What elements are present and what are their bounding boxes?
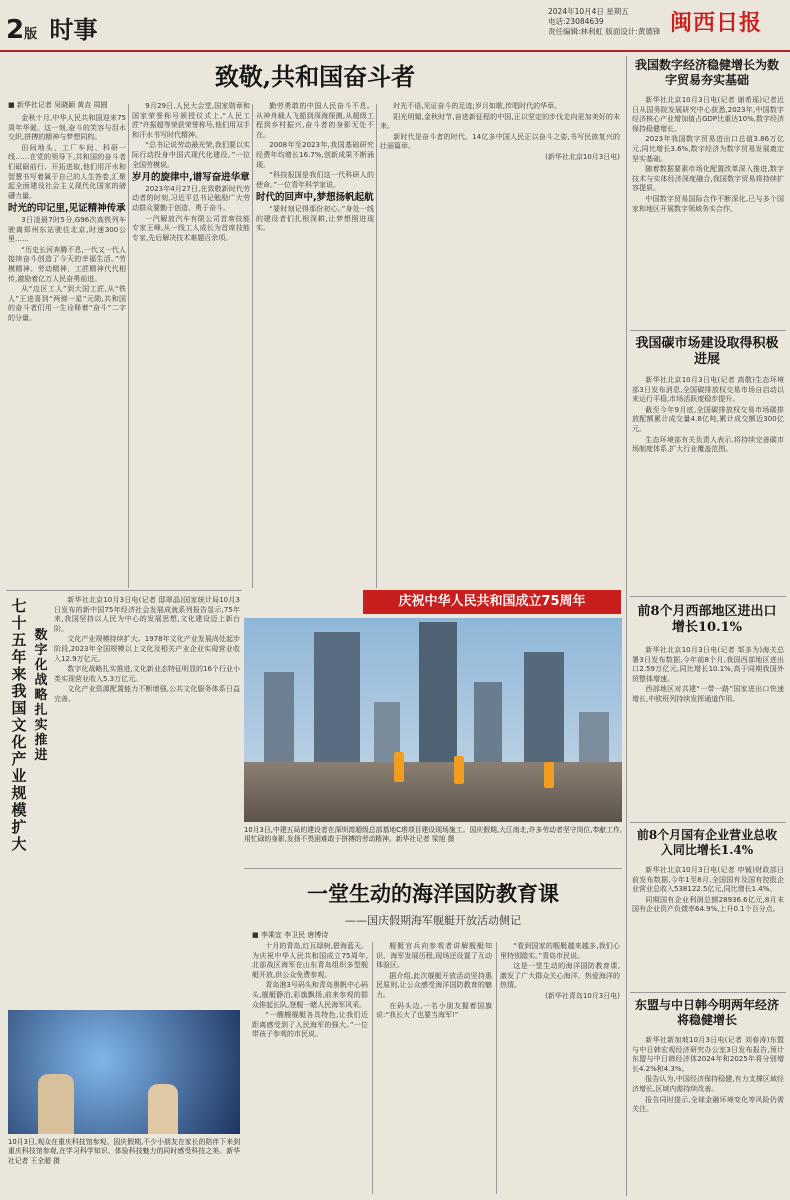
- lead-paragraph: “要时刻记得那份初心。”身处一线的建设者们扎根深耕,让梦想照进现实。: [256, 204, 374, 233]
- asean-paragraph: 报告认为,中国经济保持稳健,有力支撑区域经济增长,区域内需持续改善。: [632, 1075, 784, 1093]
- lead-column-4: [380, 102, 620, 586]
- navy-column-2: [376, 942, 492, 1194]
- section-name: 时事: [49, 16, 98, 44]
- lead-subhead-2: 岁月的旋律中,谱写奋进华章: [132, 172, 250, 184]
- digital-paragraph: 新华社北京10月3日电(记者 谢希瑶)记者近日从国务院发展研究中心获悉,2023年,中国数字经济核心产业增加值占GDP比重达10%,数字经济保持稳健增长。: [632, 96, 784, 133]
- digital-economy-headline: 我国数字经济稳健增长为数字贸易夯实基础: [634, 58, 779, 87]
- navy-paragraph: 这是一堂生动的海洋国防教育课,激发了广大群众关心海洋、热爱海洋的热情。: [500, 962, 620, 990]
- west-paragraph: 西部地区对共建“一带一路”国家进出口快速增长,中欧班列持续发挥通道作用。: [632, 685, 784, 703]
- culture-headline: 七十五年来我国文化产业规模扩大: [11, 598, 27, 853]
- navy-headline: 一堂生动的海洋国防教育课: [307, 881, 559, 906]
- navy-dateline: (新华社青岛10月3日电): [545, 991, 620, 1000]
- lead-subhead-1: 时光的印记里,见证精神传承: [8, 203, 126, 215]
- soe-paragraph: 新华社北京10月3日电(记者 申铖)财政部日前发布数据,今年1至8月,全国国有及国有控股企业营业总收入538122.5亿元,同比增长1.4%。: [632, 866, 784, 894]
- navy-paragraph: 十月的青岛,红瓦绿树,碧海蓝天。为庆祝中华人民共和国成立75周年,北部战区海军在山东青岛组织多型舰艇开放,供公众免费参观。: [252, 942, 368, 979]
- lead-paragraph: 勤劳勇敢的中国人民奋斗不息。从神舟载人飞船到深海探测,从超级工程到乡村振兴,奋斗者的身影无处不在。: [256, 102, 374, 139]
- soe-revenue-body: [632, 866, 784, 986]
- asean-paragraph: 报告同时提示,全球金融环境变化等风险仍需关注。: [632, 1095, 784, 1114]
- asean-growth-body: [632, 1036, 784, 1194]
- digital-paragraph: 随着数据要素市场化配置改革深入推进,数字技术与实体经济深度融合,我国数字贸易将持续扩容提质。: [632, 165, 784, 193]
- navy-paragraph: “看到国家的舰艇越来越多,我们心里特别踏实。”青岛市民说。: [500, 942, 620, 960]
- lead-column-1: [8, 114, 126, 584]
- paper-logo: 闽西日报: [670, 10, 763, 36]
- lead-paragraph: 时光不语,见证奋斗的足迹;岁月如歌,传唱时代的华章。: [393, 102, 562, 110]
- lead-paragraph: 金秋十月,中华人民共和国迎来75周年华诞。这一刻,奋斗的笑容与泪水交织,拼搏的精神与梦想同构。: [8, 114, 126, 142]
- lead-paragraph: 2023年4月27日,在致敬新时代劳动者的时刻,习近平总书记勉励广大劳动群众要勤于创造、勇于奋斗。: [132, 184, 250, 212]
- navy-paragraph: 舰艇官兵向参观者讲解舰艇知识、海军发展历程,现场还设置了互动体验区。: [376, 942, 492, 970]
- lead-paragraph: 从“边区工人”到大国工匠,从“铁人”王进喜到“两弹一星”元勋,共和国的奋斗者们用一生诠释着“奋斗”二字的分量。: [8, 285, 126, 322]
- lead-paragraph: 3日凌晨7时5分,G96次高铁列车驶离郑州东站驶往北京,时速300公里……: [8, 215, 126, 244]
- culture-paragraph: 文化产业资源配置能力不断增强,公共文化服务体系日益完善。: [54, 685, 240, 703]
- culture-headline-2: 数字化战略扎实推进: [34, 628, 48, 763]
- soe-revenue-headline: 前8个月国有企业营业总收入同比增长1.4%: [636, 828, 778, 857]
- soe-paragraph: 同期国有企业利润总额28936.6亿元,8月末国有企业资产负债率64.9%,上升0.1个百分点。: [632, 895, 784, 914]
- culture-paragraph: 新华社北京10月3日电(记者 邸翠晶)国家统计局10月3日发布的新中国75年经济社会发展成就系列报告显示,75年来,我国坚持以人民为中心的发展思想,文化建设迈上新台阶。: [54, 596, 240, 633]
- navy-column-1: [252, 942, 368, 1194]
- main-photo: [244, 618, 622, 822]
- carbon-paragraph: 截至今年9月底,全国碳排放权交易市场碳排放配额累计成交量4.8亿吨,累计成交额近300亿元。: [632, 405, 784, 433]
- asean-growth-headline: 东盟与中日韩今明两年经济将稳健增长: [634, 998, 779, 1027]
- science-museum-caption: 10月3日,观众在重庆科技馆参观。国庆假期,不少小朋友在家长的陪伴下来到重庆科技馆参观,在学习科学知识、体验科技魅力的同时感受科技之美。新华社记者 王全超 摄: [8, 1138, 240, 1165]
- lead-paragraph: 9月29日,人民大会堂,国家勋章和国家荣誉称号颁授仪式上,“人民工匠”许振超等荣获荣誉称号,他们用双手和汗水书写时代精神。: [132, 102, 250, 139]
- issue-info: [548, 7, 660, 36]
- west-trade-body: [632, 646, 784, 814]
- lead-subhead-3: 时代的回声中,梦想扬帆起航: [256, 192, 374, 204]
- main-photo-caption: 10月3日,中建五局的建设者在深圳湾超级总部基地C塔项目建设现场施工。国庆假期,大江南北,许多劳动者坚守岗位,奉献工作,用忙碌的身影,发扬不畏困难敢于拼搏的劳动精神。新华社记者 梁旭 摄: [244, 826, 622, 844]
- west-paragraph: 新华社北京10月3日电(记者 邹多为)海关总署3日发布数据,今年前8个月,我国西部地区进出口2.59万亿元,同比增长10.1%,高于同期我国外贸整体增速。: [632, 646, 784, 683]
- lead-paragraph: “历史长河奔腾不息,一代又一代人接续奋斗创造了今天的幸福生活。”劳模精神、劳动精神、工匠精神代代相传,激励着亿万人民奋勇前进。: [8, 245, 126, 283]
- navy-paragraph: 在码头边,一名小朋友握着国旗说:“我长大了也要当海军!”: [376, 1001, 492, 1020]
- navy-paragraph: 据介绍,此次舰艇开放活动坚持惠民原则,让公众感受海洋国防教育的魅力。: [376, 971, 492, 999]
- asean-paragraph: 新华社新加坡10月3日电(记者 刘春涛)东盟与中日韩宏观经济研究办公室3日发布报告,预计东盟与中日韩经济体2024年和2025年将分别增长4.2%和4.3%。: [632, 1036, 784, 1073]
- issue-date: 2024年10月4日 星期五: [548, 7, 629, 16]
- page-label: [6, 10, 97, 45]
- science-museum-photo: [8, 1010, 240, 1134]
- lead-dateline: (新华社北京10月3日电): [545, 152, 620, 161]
- digital-economy-body: [632, 96, 784, 322]
- culture-body: [54, 596, 240, 1006]
- anniversary-banner: 庆祝中华人民共和国成立75周年: [363, 590, 621, 614]
- lead-paragraph: 一汽解放汽车有限公司首席技能专家王峰,从一线工人成长为首席技能专家,先后解决技术难题百余项。: [132, 214, 250, 242]
- carbon-paragraph: 生态环境部有关负责人表示,将持续完善碳市场制度体系,扩大行业覆盖范围。: [632, 435, 784, 454]
- carbon-market-body: [632, 376, 784, 586]
- page-number: 2: [6, 15, 25, 45]
- lead-headline: 致敬,共和国奋斗者: [214, 62, 416, 91]
- lead-byline: ■ 新华社记者 吴晓颖 黄垚 周圆: [8, 101, 108, 109]
- lead-column-2: [132, 102, 250, 584]
- navy-column-3: [500, 942, 620, 1194]
- masthead: [0, 0, 790, 52]
- lead-paragraph: 田间地头、工厂车间、科研一线……在党的领导下,共和国的奋斗者们砥砺前行、开拓进取,他们用汗水和智慧书写着属于自己的人生答卷,汇聚起全面建设社会主义现代化国家的磅礴力量。: [8, 143, 126, 200]
- navy-paragraph: “一艘艘舰艇各具特色,让我们近距离感受到了人民海军的强大。”一位带孩子参观的市民说。: [252, 1011, 368, 1039]
- navy-paragraph: 青岛港3号码头和青岛奥帆中心码头,舰艇静泊,彩旗飘扬,前来参观的群众排起长队,登舰一睹人民海军风采。: [252, 981, 368, 1009]
- issue-phone: 电话:23084639: [548, 16, 604, 26]
- lead-paragraph: “科技报国是我们这一代科研人的使命。”一位青年科学家说。: [256, 171, 374, 189]
- lead-column-3: [256, 102, 374, 584]
- lead-paragraph: 2008年至2023年,我国基础研究经费年均增长16.7%,创新成果不断涌现。: [256, 141, 374, 169]
- issue-editors: 责任编辑:林利虹 版面设计:黄德锋: [548, 26, 661, 36]
- west-trade-headline: 前8个月西部地区进出口增长10.1%: [637, 604, 777, 636]
- lead-paragraph: 阳光明媚,金秋时节,奋进新征程的中国,正以坚定的步伐走向更加美好的未来。: [380, 112, 620, 131]
- digital-paragraph: 2023年我国数字贸易进出口总值3.86万亿元,同比增长3.6%,数字经济为数字贸易发展奠定坚实基础。: [632, 135, 784, 163]
- navy-byline: ■ 李乘宜 李卫民 唐博诗: [252, 931, 329, 939]
- culture-paragraph: 数字化战略扎实推进,文化新业态特征明显的16个行业小类实现营业收入5.3万亿元。: [54, 665, 240, 683]
- culture-paragraph: 文化产业规模持续扩大。1978年文化产业发展尚处起步阶段,2023年全国规模以上文化及相关产业企业实现营业收入12.9万亿元。: [54, 635, 240, 663]
- navy-subtitle: ——国庆假期海军舰艇开放活动侧记: [345, 914, 521, 927]
- lead-paragraph: 新时代是奋斗者的时代。14亿多中国人民正以奋斗之姿,书写民族复兴的壮丽篇章。: [380, 132, 620, 151]
- carbon-paragraph: 新华社北京10月3日电(记者 高敬)生态环境部3日发布消息,全国碳排放权交易市场自启动以来运行平稳,市场活跃度稳步提升。: [632, 376, 784, 404]
- carbon-market-headline: 我国碳市场建设取得积极进展: [635, 336, 779, 368]
- lead-paragraph: “总书记说劳动最光荣,我们要以实际行动投身中国式现代化建设。”一位全国劳模说。: [132, 141, 250, 169]
- digital-paragraph: 中国数字贸易国际合作不断深化,已与多个国家和地区开展数字领域务实合作。: [632, 194, 784, 213]
- page-unit: 版: [24, 27, 38, 42]
